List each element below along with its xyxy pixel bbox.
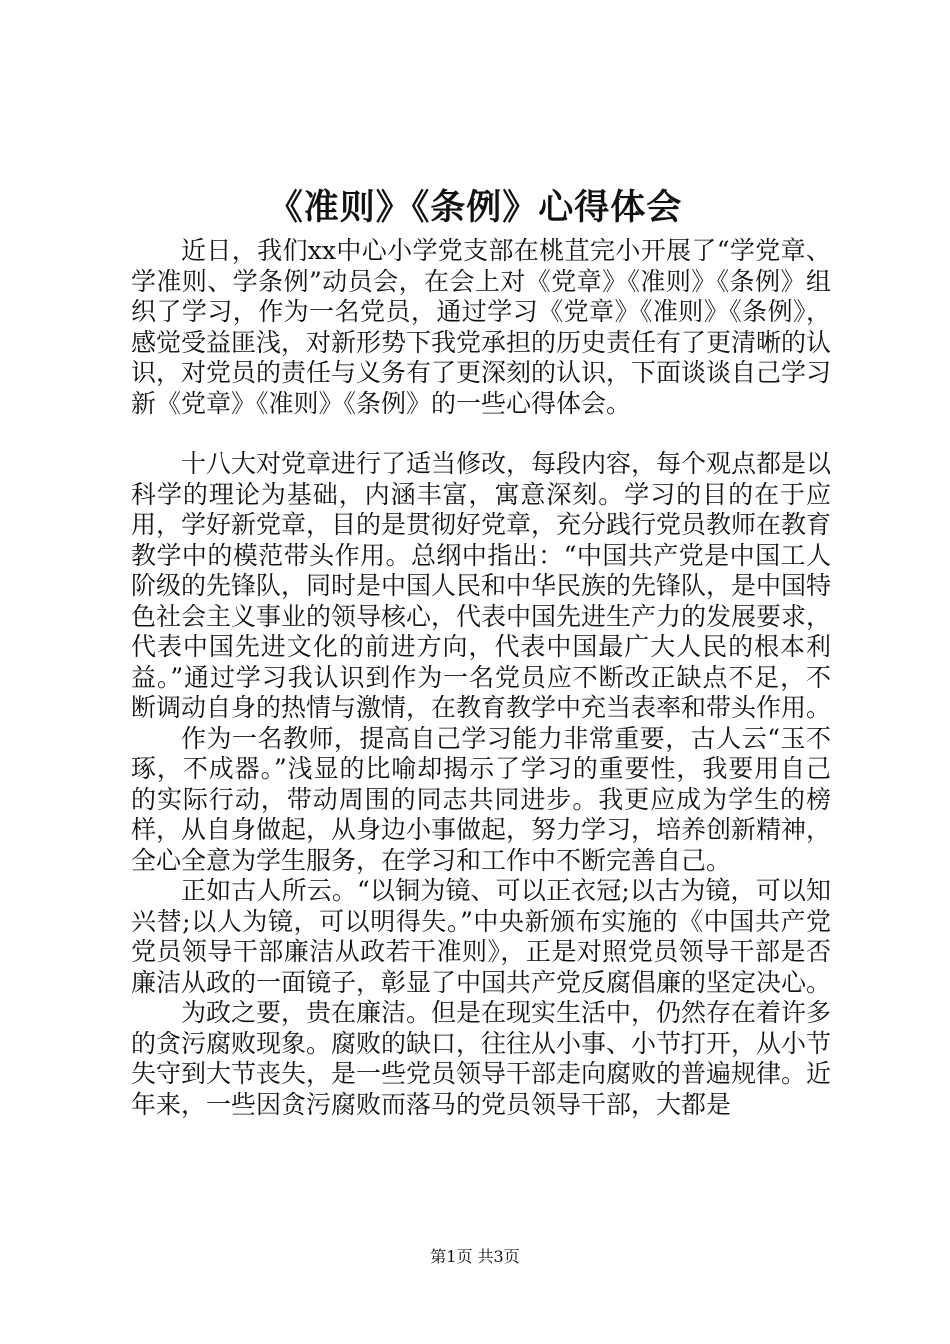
paragraph-intro: 近日，我们xx中心小学党支部在桃苴完小开展了“学党章、学准则、学条例”动员会，在会上对《党章》《准则》《条例》组织了学习，作为一名党员，通过学习《党章》《准则》《条例》，感觉受益匪浅，对新形势下我党承担的历史责任有了更清晰的认识，对党员的责任与义务有了更深刻的认识，下面谈谈自己学习新《党章》《准则》《条例》的一些心得体会。 — [131, 236, 832, 418]
document-body — [131, 236, 831, 1120]
paragraph-teacher-learning: 作为一名教师，提高自己学习能力非常重要，古人云“玉不琢，不成器。”浅显的比喻却揭示了学习的重要性，我要用自己的实际行动，带动周围的同志共同进步。我更应成为学生的榜样，从自身做起，从身边小事做起，努力学习，培养创新精神，全心全意为学生服务，在学习和工作中不断完善自己。 — [131, 723, 832, 875]
paragraph-party-constitution: 十八大对党章进行了适当修改，每段内容，每个观点都是以科学的理论为基础，内涵丰富，寓意深刻。学习的目的在于应用，学好新党章，目的是贯彻好党章，充分践行党员教师在教育教学中的模范带头作用。总纲中指出：“中国共产党是中国工人阶级的先锋队，同时是中国人民和中华民族的先锋队，是中国特色社会主义事业的领导核心，代表中国先进生产力的发展要求，代表中国先进文化的前进方向，代表中国最广大人民的根本利益。”通过学习我认识到作为一名党员应不断改正缺点不足，不断调动自身的热情与激情，在教育教学中充当表率和带头作用。 — [131, 449, 832, 722]
paragraph-mirror-quote: 正如古人所云。“以铜为镜、可以正衣冠;以古为镜，可以知兴替;以人为镜，可以明得失。”中央新颁布实施的《中国共产党党员领导干部廉洁从政若干准则》，正是对照党员领导干部是否廉洁从政的一面镜子，彰显了中国共产党反腐倡廉的坚定决心。 — [131, 876, 832, 997]
page-number: 第1页 共3页 — [430, 1247, 520, 1266]
document-title: 《准则》《条例》心得体会 — [267, 188, 683, 228]
paragraph-integrity: 为政之要，贵在廉洁。但是在现实生活中，仍然存在着许多的贪污腐败现象。腐败的缺口，往往从小事、小节打开，从小节失守到大节丧失，是一些党员领导干部走向腐败的普遍规律。近年来，一些因贪污腐败而落马的党员领导干部，大都是 — [131, 998, 832, 1119]
